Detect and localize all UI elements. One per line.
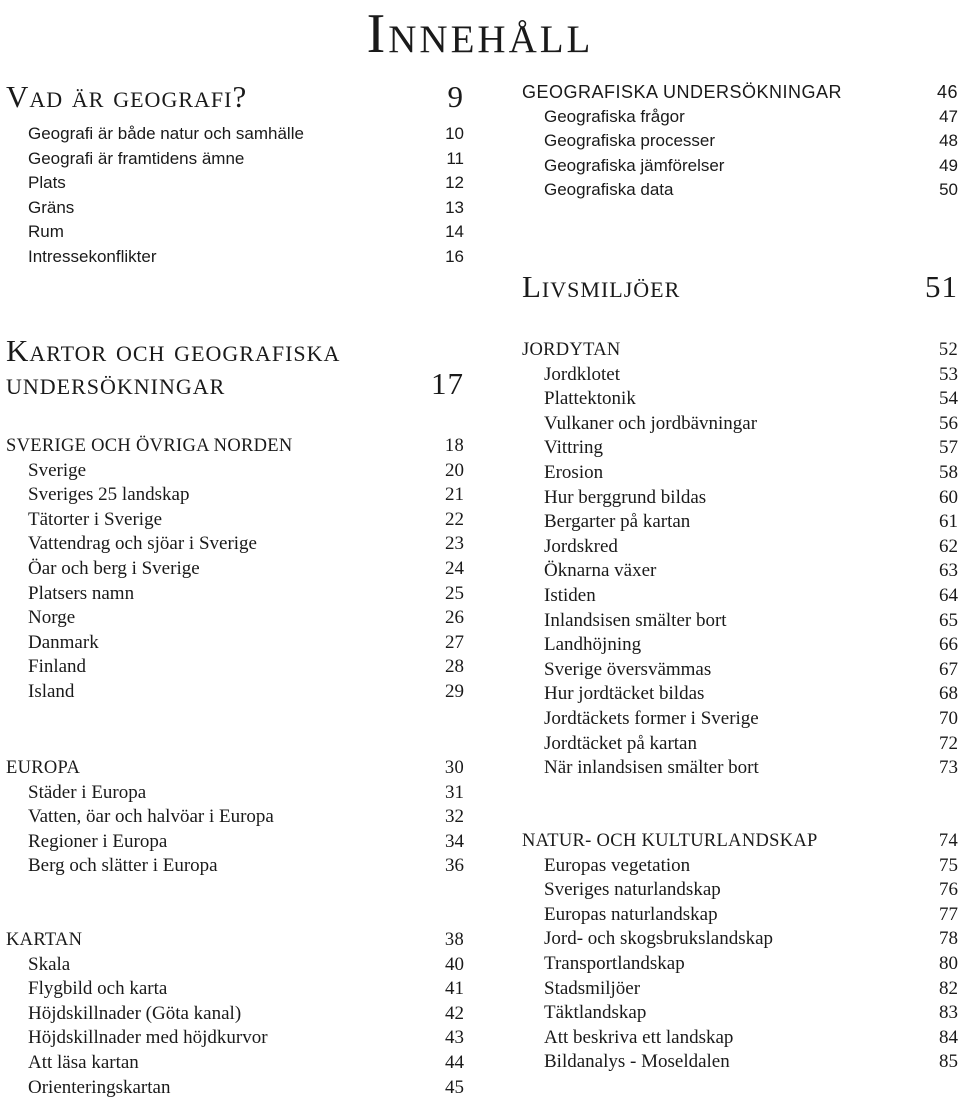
toc-entry-label: Inlandsisen smälter bort bbox=[544, 609, 727, 631]
toc-entry-page: 57 bbox=[939, 437, 958, 459]
toc-entry-page: 21 bbox=[445, 484, 464, 506]
toc-entry-label: Geografiska data bbox=[544, 180, 674, 200]
section-heading-label: KARTAN bbox=[6, 930, 83, 950]
toc-section-europa bbox=[6, 756, 464, 879]
toc-entry-page: 42 bbox=[445, 1002, 464, 1024]
toc-entry-label: Geografiska processer bbox=[544, 131, 716, 151]
section-heading[interactable] bbox=[522, 80, 958, 105]
toc-entry[interactable] bbox=[6, 977, 464, 1002]
toc-entry-page: 63 bbox=[939, 560, 958, 582]
toc-entry[interactable] bbox=[6, 196, 464, 221]
part-heading-page: 17 bbox=[431, 366, 464, 401]
toc-entry[interactable] bbox=[522, 559, 958, 584]
toc-section-jordytan bbox=[522, 338, 958, 781]
toc-entry-label: Jordtäckets former i Sverige bbox=[544, 707, 759, 729]
toc-entry[interactable] bbox=[522, 633, 958, 658]
toc-entry-label: Täktlandskap bbox=[544, 1002, 647, 1024]
toc-entry[interactable] bbox=[6, 557, 464, 582]
section-heading[interactable] bbox=[522, 338, 958, 363]
toc-entry[interactable] bbox=[522, 486, 958, 511]
toc-entry-label: Bildanalys - Moseldalen bbox=[544, 1051, 730, 1073]
toc-entry[interactable] bbox=[522, 732, 958, 757]
toc-entry-page: 12 bbox=[445, 173, 464, 193]
toc-entry-page: 61 bbox=[939, 511, 958, 533]
toc-entry-page: 76 bbox=[939, 879, 958, 901]
toc-entry-page: 26 bbox=[445, 607, 464, 629]
toc-entry-page: 50 bbox=[939, 180, 958, 200]
toc-entry-label: Europas naturlandskap bbox=[544, 903, 718, 925]
toc-right-column bbox=[522, 0, 958, 1102]
toc-entry-label: Hur berggrund bildas bbox=[544, 486, 707, 508]
toc-entry-label: Skala bbox=[28, 953, 71, 975]
toc-entry-page: 45 bbox=[445, 1076, 464, 1098]
toc-entry-page: 27 bbox=[445, 631, 464, 653]
toc-entry[interactable] bbox=[522, 510, 958, 535]
toc-entry[interactable] bbox=[6, 532, 464, 557]
toc-entry-page: 62 bbox=[939, 535, 958, 557]
toc-entry-page: 16 bbox=[445, 246, 464, 266]
toc-entry[interactable] bbox=[522, 977, 958, 1002]
toc-entry[interactable] bbox=[6, 582, 464, 607]
toc-entry[interactable] bbox=[6, 1002, 464, 1027]
section-heading[interactable] bbox=[6, 928, 464, 953]
toc-entry[interactable] bbox=[522, 1050, 958, 1075]
toc-entry[interactable] bbox=[6, 122, 464, 147]
toc-entry-label: Rum bbox=[28, 222, 64, 242]
part-heading-page: 9 bbox=[447, 79, 464, 114]
toc-entry[interactable] bbox=[6, 805, 464, 830]
toc-entry-page: 10 bbox=[445, 124, 464, 143]
toc-entry[interactable] bbox=[522, 363, 958, 388]
toc-entry-page: 29 bbox=[445, 680, 464, 702]
toc-entry[interactable] bbox=[6, 220, 464, 245]
section-heading-label: SVERIGE OCH ÖVRIGA NORDEN bbox=[6, 436, 293, 456]
toc-entry-page: 66 bbox=[939, 634, 958, 656]
toc-entry-label: Bergarter på kartan bbox=[544, 511, 691, 533]
toc-entry-label: Landhöjning bbox=[544, 634, 642, 656]
toc-entry-label: Att läsa kartan bbox=[28, 1051, 139, 1073]
toc-entry-label: Geografiska frågor bbox=[544, 106, 685, 126]
toc-entry[interactable] bbox=[6, 854, 464, 879]
part-heading-kartor[interactable] bbox=[6, 334, 464, 400]
toc-entry-label: Finland bbox=[28, 656, 87, 678]
toc-section-natur-och-kulturlandskap bbox=[522, 829, 958, 1075]
part-heading-title-line2: undersökningar bbox=[6, 366, 226, 401]
toc-entry-page: 13 bbox=[445, 197, 464, 217]
toc-entry[interactable] bbox=[6, 171, 464, 196]
toc-entry-label: Geografi är framtidens ämne bbox=[28, 148, 245, 168]
toc-entry-page: 77 bbox=[939, 903, 958, 925]
toc-entry[interactable] bbox=[522, 129, 958, 154]
toc-entry-page: 65 bbox=[939, 609, 958, 631]
toc-entry[interactable] bbox=[522, 461, 958, 486]
toc-entry[interactable] bbox=[522, 903, 958, 928]
toc-entry-page: 49 bbox=[939, 155, 958, 175]
toc-entry[interactable] bbox=[522, 707, 958, 732]
toc-entry-page: 24 bbox=[445, 557, 464, 579]
toc-entry[interactable] bbox=[6, 1026, 464, 1051]
toc-entry[interactable] bbox=[522, 436, 958, 461]
section-heading-page: 52 bbox=[938, 340, 958, 360]
toc-entry[interactable] bbox=[6, 1051, 464, 1076]
toc-entry[interactable] bbox=[6, 953, 464, 978]
toc-entry-page: 83 bbox=[939, 1002, 958, 1024]
toc-entry-page: 43 bbox=[445, 1027, 464, 1049]
part-heading-title: Livsmiljöer bbox=[522, 269, 681, 304]
toc-entry-label: Geografiska jämförelser bbox=[544, 155, 725, 175]
toc-entry[interactable] bbox=[522, 927, 958, 952]
section-heading-label: NATUR- OCH KULTURLANDSKAP bbox=[522, 831, 818, 851]
toc-entry-page: 11 bbox=[446, 148, 464, 168]
toc-entry-label: Höjdskillnader med höjdkurvor bbox=[28, 1027, 268, 1049]
toc-section-geografiska-undersokningar bbox=[522, 80, 958, 203]
toc-entry-label: Vattendrag och sjöar i Sverige bbox=[28, 533, 257, 555]
toc-entry-page: 47 bbox=[939, 106, 958, 126]
section-heading-page: 38 bbox=[444, 930, 464, 950]
toc-entry-label: Island bbox=[28, 680, 75, 702]
toc-entry-label: Istiden bbox=[544, 584, 596, 606]
toc-entry-label: Jordskred bbox=[544, 535, 618, 557]
toc-entry[interactable] bbox=[522, 584, 958, 609]
toc-entry[interactable] bbox=[522, 609, 958, 634]
toc-entry-label: Sverige bbox=[28, 459, 87, 481]
toc-entry[interactable] bbox=[6, 147, 464, 172]
toc-entry-label: Norge bbox=[28, 607, 76, 629]
toc-list-part1 bbox=[6, 122, 464, 270]
toc-entry-label: Vatten, öar och halvöar i Europa bbox=[28, 806, 274, 828]
toc-entry[interactable] bbox=[522, 878, 958, 903]
toc-entry-label: Flygbild och karta bbox=[28, 978, 168, 1000]
part-heading-title: Vad är geografi? bbox=[6, 79, 248, 114]
toc-entry[interactable] bbox=[522, 1001, 958, 1026]
toc-entry-label: Öar och berg i Sverige bbox=[28, 557, 200, 579]
toc-entry-label: Plats bbox=[28, 173, 66, 193]
toc-entry-label: När inlandsisen smälter bort bbox=[544, 757, 759, 779]
toc-entry[interactable] bbox=[6, 1076, 464, 1101]
toc-entry-page: 44 bbox=[445, 1051, 464, 1073]
toc-entry-page: 28 bbox=[445, 656, 464, 678]
toc-left-column bbox=[6, 0, 464, 1102]
toc-entry[interactable] bbox=[522, 154, 958, 179]
toc-entry-label: Transportlandskap bbox=[544, 952, 685, 974]
toc-entry[interactable] bbox=[522, 178, 958, 203]
toc-entry-label: Geografi är både natur och samhälle bbox=[28, 124, 304, 143]
toc-entry-page: 56 bbox=[939, 412, 958, 434]
toc-entry-page: 64 bbox=[939, 584, 958, 606]
toc-entry-page: 14 bbox=[445, 222, 464, 242]
section-heading-label: JORDYTAN bbox=[522, 340, 621, 360]
toc-entry[interactable] bbox=[6, 680, 464, 705]
toc-entry-page: 72 bbox=[939, 732, 958, 754]
toc-entry-page: 25 bbox=[445, 582, 464, 604]
toc-entry[interactable] bbox=[6, 830, 464, 855]
toc-entry-page: 70 bbox=[939, 707, 958, 729]
page-title: Innehåll bbox=[366, 3, 594, 65]
section-heading[interactable] bbox=[6, 434, 464, 459]
toc-entry[interactable] bbox=[522, 854, 958, 879]
toc-entry-label: Tätorter i Sverige bbox=[28, 508, 163, 530]
toc-entry-page: 67 bbox=[939, 658, 958, 680]
toc-entry[interactable] bbox=[6, 606, 464, 631]
toc-entry[interactable] bbox=[6, 781, 464, 806]
toc-entry-label: Städer i Europa bbox=[28, 781, 147, 803]
section-heading-page: 46 bbox=[936, 82, 958, 102]
toc-entry[interactable] bbox=[6, 631, 464, 656]
toc-entry-label: Jord- och skogsbrukslandskap bbox=[544, 928, 774, 950]
toc-entry-page: 40 bbox=[445, 953, 464, 975]
toc-entry-label: Höjdskillnader (Göta kanal) bbox=[28, 1002, 242, 1024]
toc-entry-label: Europas vegetation bbox=[544, 854, 691, 876]
toc-entry-label: Jordklotet bbox=[544, 363, 620, 385]
toc-entry-label: Berg och slätter i Europa bbox=[28, 855, 218, 877]
toc-entry-page: 85 bbox=[939, 1051, 958, 1073]
toc-entry-label: Sveriges naturlandskap bbox=[544, 879, 721, 901]
toc-entry-label: Regioner i Europa bbox=[28, 830, 168, 852]
toc-entry-page: 78 bbox=[939, 928, 958, 950]
toc-entry-label: Vittring bbox=[544, 437, 604, 459]
toc-entry-label: Att beskriva ett landskap bbox=[544, 1026, 734, 1048]
section-heading-page: 74 bbox=[938, 831, 958, 851]
toc-entry-page: 68 bbox=[939, 683, 958, 705]
toc-entry-page: 75 bbox=[939, 854, 958, 876]
toc-entry-label: Intressekonflikter bbox=[28, 246, 157, 266]
part-heading-livsmiljoer[interactable] bbox=[522, 270, 958, 303]
toc-entry-label: Stadsmiljöer bbox=[544, 977, 641, 999]
toc-entry-label: Plattektonik bbox=[544, 388, 636, 410]
toc-entry[interactable] bbox=[522, 1026, 958, 1051]
toc-entry-page: 41 bbox=[445, 978, 464, 1000]
toc-entry-label: Hur jordtäcket bildas bbox=[544, 683, 705, 705]
toc-entry[interactable] bbox=[6, 483, 464, 508]
toc-entry-label: Sveriges 25 landskap bbox=[28, 484, 190, 506]
toc-entry-page: 80 bbox=[939, 952, 958, 974]
toc-entry-label: Platsers namn bbox=[28, 582, 135, 604]
toc-entry[interactable] bbox=[522, 756, 958, 781]
toc-entry[interactable] bbox=[6, 508, 464, 533]
toc-entry-page: 32 bbox=[445, 806, 464, 828]
section-heading-page: 30 bbox=[444, 758, 464, 778]
toc-entry-label: Jordtäcket på kartan bbox=[544, 732, 697, 754]
toc-section-sverige bbox=[6, 434, 464, 705]
toc-entry-label: Erosion bbox=[544, 461, 604, 483]
section-heading[interactable] bbox=[6, 756, 464, 781]
toc-entry-page: 48 bbox=[939, 131, 958, 151]
toc-entry[interactable] bbox=[6, 655, 464, 680]
toc-entry[interactable] bbox=[522, 387, 958, 412]
section-heading[interactable] bbox=[522, 829, 958, 854]
toc-entry-page: 58 bbox=[939, 461, 958, 483]
part-heading-page: 51 bbox=[925, 269, 958, 304]
toc-entry-label: Sverige översvämmas bbox=[544, 658, 712, 680]
toc-entry-label: Orienteringskartan bbox=[28, 1076, 171, 1098]
toc-entry-page: 22 bbox=[445, 508, 464, 530]
toc-entry-page: 73 bbox=[939, 757, 958, 779]
toc-entry-label: Gräns bbox=[28, 197, 75, 217]
section-heading-label: EUROPA bbox=[6, 758, 81, 778]
part-heading-title-line1: Kartor och geografiska bbox=[6, 333, 341, 368]
toc-entry-page: 36 bbox=[445, 855, 464, 877]
toc-entry[interactable] bbox=[522, 658, 958, 683]
toc-entry[interactable] bbox=[522, 952, 958, 977]
toc-entry-page: 84 bbox=[939, 1026, 958, 1048]
toc-entry-page: 20 bbox=[445, 459, 464, 481]
part-heading-vad-ar-geografi[interactable] bbox=[6, 80, 464, 113]
toc-entry-page: 31 bbox=[445, 781, 464, 803]
toc-entry[interactable] bbox=[522, 412, 958, 437]
toc-section-kartan bbox=[6, 928, 464, 1100]
toc-entry-label: Vulkaner och jordbävningar bbox=[544, 412, 758, 434]
toc-entry[interactable] bbox=[522, 535, 958, 560]
toc-entry-page: 34 bbox=[445, 830, 464, 852]
toc-entry-label: Öknarna växer bbox=[544, 560, 657, 582]
toc-entry-page: 54 bbox=[939, 388, 958, 410]
toc-entry[interactable] bbox=[522, 105, 958, 130]
section-heading-label: GEOGRAFISKA UNDERSÖKNINGAR bbox=[522, 82, 843, 102]
toc-entry-label: Danmark bbox=[28, 631, 99, 653]
toc-entry-page: 53 bbox=[939, 363, 958, 385]
toc-entry-page: 82 bbox=[939, 977, 958, 999]
toc-entry[interactable] bbox=[522, 682, 958, 707]
toc-entry[interactable] bbox=[6, 459, 464, 484]
toc-entry-page: 60 bbox=[939, 486, 958, 508]
toc-entry-page: 23 bbox=[445, 533, 464, 555]
section-heading-page: 18 bbox=[444, 436, 464, 456]
toc-entry[interactable] bbox=[6, 245, 464, 270]
